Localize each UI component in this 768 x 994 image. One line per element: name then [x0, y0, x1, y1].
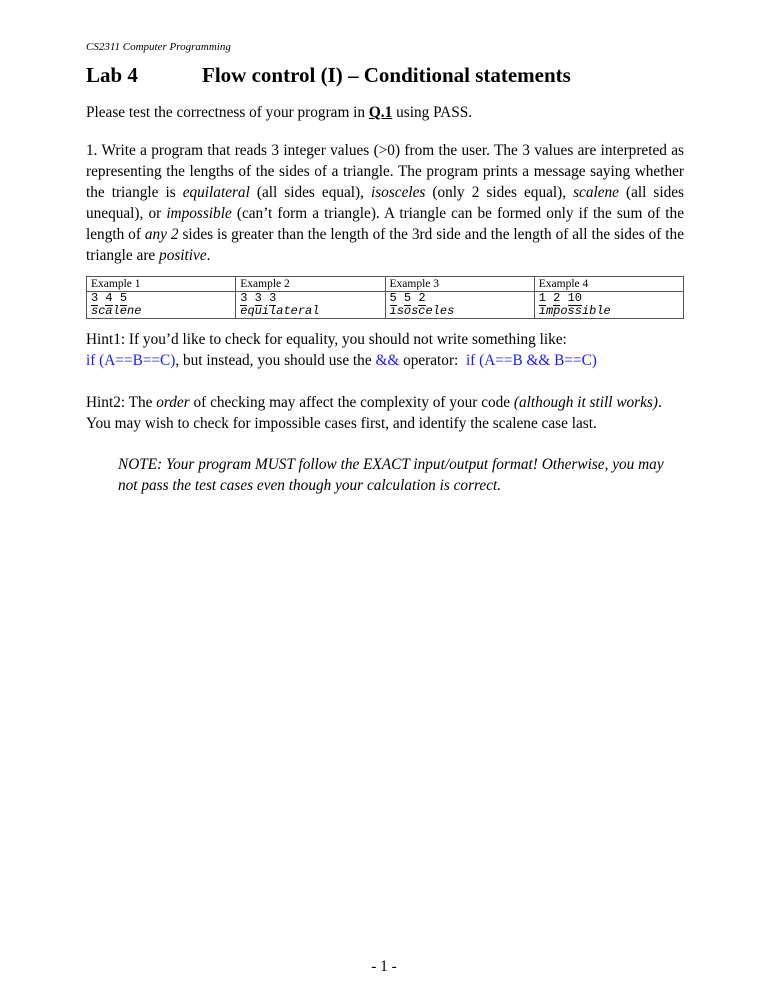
- example-cell: [534, 292, 683, 319]
- hint-1: [86, 329, 684, 371]
- lab-title: Flow control (I) – Conditional statements: [202, 63, 571, 87]
- example-output: scalene: [91, 304, 142, 318]
- lab-number: Lab 4: [86, 63, 138, 87]
- code-wrong: if (A==B==C): [86, 352, 176, 369]
- intro-paragraph: [86, 102, 684, 123]
- example-input: 3 4 5: [91, 291, 128, 305]
- example-cell: [236, 292, 385, 319]
- hint-2: [86, 392, 684, 434]
- hint2-aside: (although it still works): [513, 394, 658, 411]
- term-scalene: scalene: [573, 184, 619, 201]
- q1-text: (only 2 sides equal),: [425, 184, 574, 201]
- example-input: 1 2 10: [538, 291, 582, 305]
- q1-text: (all sides unequal), or: [86, 184, 684, 222]
- q1-text: 1. Write a program that reads 3 integer values (>0) from the user. The 3 values are interpreted as representing the lengths of the sides of a triangle. The program prints a message saying whether the triangle is: [86, 142, 684, 201]
- question-1: [86, 140, 684, 266]
- note: NOTE: Your program MUST follow the EXACT input/output format! Otherwise, you may not pass the test cases even though your calculation is correct.: [118, 456, 664, 494]
- hint1-text: Hint1: If you’d like to check for equality, you should not write something like:: [86, 331, 567, 348]
- intro-text-end: using PASS.: [392, 104, 473, 121]
- example-header: Example 1: [87, 277, 236, 292]
- example-cell: [385, 292, 534, 319]
- q1-text: sides is greater than the length of the 3rd side and the length of all the sides of the triangle are: [86, 226, 684, 264]
- hint2-text: Hint2: The: [86, 394, 157, 411]
- q1-text: .: [206, 247, 211, 264]
- term-order: order: [156, 394, 190, 411]
- term-equilateral: equilateral: [182, 184, 250, 201]
- code-correct: if (A==B && B==C): [465, 352, 597, 369]
- hint2-text: . You may wish to check for impossible cases first, and identify the scalene case last.: [86, 394, 662, 432]
- q1-text: (all sides equal),: [249, 184, 371, 201]
- example-cell: [87, 292, 236, 319]
- term-positive: positive: [159, 247, 207, 264]
- code-operator: &&: [375, 352, 400, 369]
- example-output: equilateral: [240, 304, 320, 318]
- q1-link[interactable]: Q.1: [368, 104, 393, 121]
- running-header: CS2311 Computer Programming: [86, 41, 231, 53]
- hint1-text: operator:: [399, 352, 466, 369]
- hint1-text: , but instead, you should use the: [175, 352, 376, 369]
- example-header: Example 4: [534, 277, 683, 292]
- hint2-text: of checking may affect the complexity of your code: [189, 394, 514, 411]
- examples-table: [86, 276, 684, 319]
- term-any-2: any 2: [144, 226, 179, 243]
- term-isosceles: isosceles: [370, 184, 426, 201]
- example-header: Example 2: [236, 277, 385, 292]
- example-output: isosceles: [389, 304, 455, 318]
- example-input: 3 3 3: [240, 291, 277, 305]
- intro-text: Please test the correctness of your program in: [86, 104, 369, 121]
- example-header: Example 3: [385, 277, 534, 292]
- page-number: - 1 -: [371, 958, 397, 975]
- term-impossible: impossible: [166, 205, 232, 222]
- page-title: [86, 62, 684, 88]
- example-input: 5 5 2: [389, 291, 426, 305]
- example-output: impossible: [538, 304, 611, 318]
- q1-text: (can’t form a triangle). A triangle can be formed only if the sum of the length of: [86, 205, 684, 243]
- page-content: [0, 0, 768, 496]
